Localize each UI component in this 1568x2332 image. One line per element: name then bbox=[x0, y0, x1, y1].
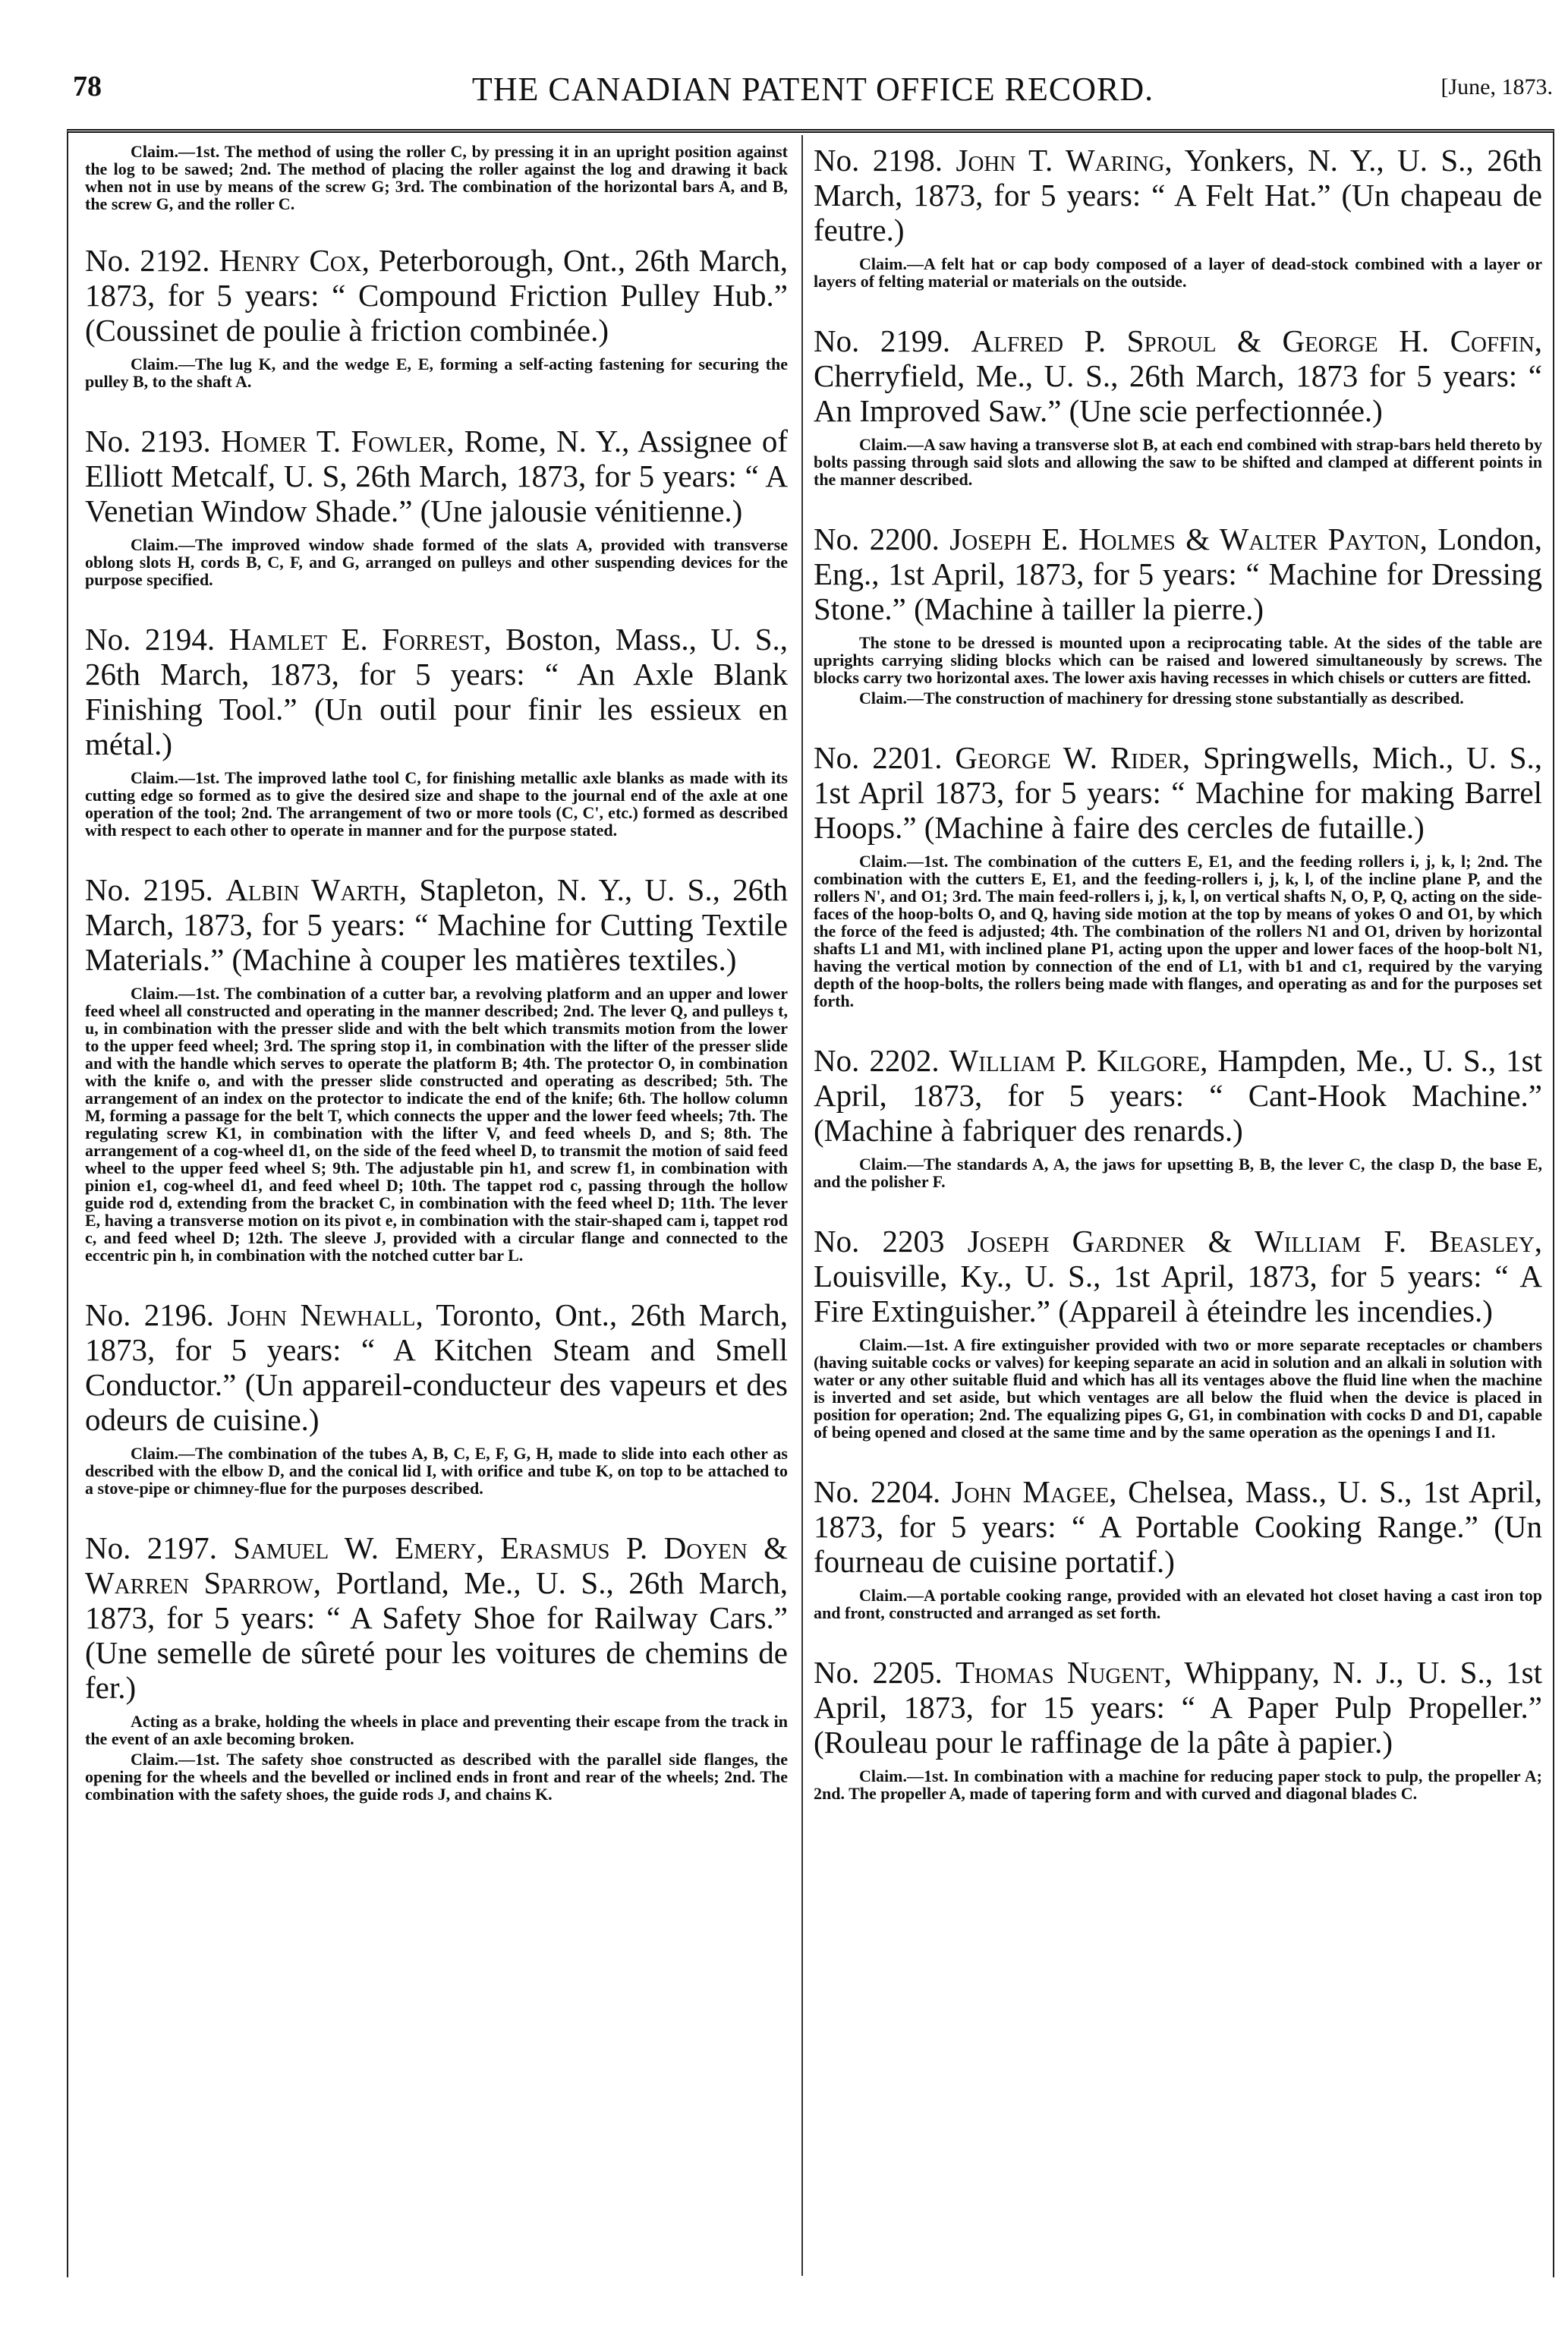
patent-heading bbox=[814, 740, 1542, 845]
inventor-name: Samuel W. Emery, Erasmus P. Doyen & Warren Sparrow bbox=[85, 1530, 788, 1600]
patent-heading bbox=[814, 1224, 1542, 1328]
patent-heading bbox=[814, 1655, 1542, 1760]
patent-heading bbox=[814, 1043, 1542, 1148]
patent-details: , Peterborough, Ont., 26th March, 1873, for 5 years: “ Compound Friction Pulley Hub.” (Coussinet de poulie à friction combinée.) bbox=[85, 243, 788, 348]
patent-heading bbox=[85, 1530, 788, 1705]
patent-entry bbox=[814, 1043, 1542, 1190]
patent-number: No. 2196. bbox=[85, 1297, 214, 1332]
inventor-name: George W. Rider bbox=[955, 740, 1182, 775]
patent-entry bbox=[814, 1224, 1542, 1441]
inventor-name: Henry Cox bbox=[219, 243, 362, 278]
patent-number: No. 2192. bbox=[85, 243, 210, 278]
inventor-name: Albin Warth bbox=[225, 872, 399, 907]
inventor-name: Alfred P. Sproul & George H. Coffin bbox=[971, 323, 1535, 358]
patent-number: No. 2198. bbox=[814, 143, 943, 178]
inventor-name: John Newhall bbox=[227, 1297, 416, 1332]
patent-entry bbox=[85, 622, 788, 839]
patent-details: , Cherryfield, Me., U. S., 26th March, 1873 for 5 years: “ An Improved Saw.” (Une scie perfectionnée.) bbox=[814, 323, 1542, 428]
patent-details: , Whippany, N. J., U. S., 1st April, 1873, for 15 years: “ A Paper Pulp Propeller.” (Rouleau pour le raffinage de la pâte à papier.) bbox=[814, 1655, 1542, 1760]
patent-details: , Hampden, Me., U. S., 1st April, 1873, for 5 years: “ Cant-Hook Machine.” (Machine à fabriquer des renards.) bbox=[814, 1043, 1542, 1148]
patent-details: , Stapleton, N. Y., U. S., 26th March, 1873, for 5 years: “ Machine for Cutting Textile Materials.” (Machine à couper les matières textiles.) bbox=[85, 872, 788, 977]
patent-number: No. 2195. bbox=[85, 872, 213, 907]
inventor-name: Homer T. Fowler bbox=[221, 424, 447, 459]
patent-heading bbox=[814, 143, 1542, 247]
continued-claim-text: Claim.—1st. The method of using the roller C, by pressing it in an upright position against the log to be sawed; 2nd. The method of placing the roller against the log and drawing it back when not in use by means of the screw G; 3rd. The combination of the horizontal bars A, and B, the screw G, and the roller C. bbox=[85, 143, 788, 213]
patent-entry bbox=[814, 1474, 1542, 1621]
patent-details: , Portland, Me., U. S., 26th March, 1873, for 5 years: “ A Safety Shoe for Railway Cars.” (Une semelle de sûreté pour les voitures de chemins de fer.) bbox=[85, 1565, 788, 1705]
left-column bbox=[85, 143, 788, 2268]
patent-number: No. 2194. bbox=[85, 622, 216, 657]
patent-details: , Rome, N. Y., Assignee of Elliott Metcalf, U. S, 26th March, 1873, for 5 years: “ A Venetian Window Shade.” (Une jalousie vénitienne.) bbox=[85, 424, 788, 528]
patent-details: , Louisville, Ky., U. S., 1st April, 1873, for 5 years: “ A Fire Extinguisher.” (Appareil à éteindre les incendies.) bbox=[814, 1224, 1542, 1328]
page-header bbox=[73, 70, 1553, 115]
inventor-name: John Magee bbox=[951, 1474, 1110, 1509]
patent-claim: Claim.—A saw having a transverse slot B, at each end combined with strap-bars held thereto by bolts passing through said slots and allowing the saw to be shifted and clamped at different points in the manner described. bbox=[814, 435, 1542, 489]
patent-heading bbox=[814, 1474, 1542, 1579]
patent-entry bbox=[814, 1655, 1542, 1802]
patent-number: No. 2193. bbox=[85, 424, 211, 459]
inventor-name: William P. Kilgore bbox=[949, 1043, 1201, 1078]
patent-entry bbox=[814, 323, 1542, 488]
patent-number: No. 2204. bbox=[814, 1474, 941, 1509]
patent-entry bbox=[814, 740, 1542, 1010]
inventor-name: John T. Waring bbox=[956, 143, 1165, 178]
page-number: 78 bbox=[73, 71, 102, 102]
patent-heading bbox=[814, 522, 1542, 626]
inventor-name: Joseph E. Holmes & Walter Payton bbox=[949, 522, 1420, 556]
patent-number: No. 2203 bbox=[814, 1224, 945, 1259]
continued-claim bbox=[85, 143, 788, 213]
patent-entry bbox=[85, 1530, 788, 1803]
column-divider bbox=[801, 135, 803, 2276]
patent-description: Acting as a brake, holding the wheels in place and preventing their escape from the track in the event of an axle becoming broken. bbox=[85, 1712, 788, 1748]
patent-claim: Claim.—The standards A, A, the jaws for upsetting B, B, the lever C, the clasp D, the base E, and the polisher F. bbox=[814, 1155, 1542, 1191]
page-title: THE CANADIAN PATENT OFFICE RECORD. bbox=[471, 71, 1154, 108]
patent-claim: Claim.—1st. A fire extinguisher provided with two or more separate receptacles or chambers (having suitable cocks or valves) for keeping separate an acid in solution and an alkali in solution with water or any other suitable fluid and which has all its ventages above the fluid line when the machine is inverted and set aside, but which ventages are all below the fluid when the device is placed in position for operation; 2nd. The equalizing pipes G, G1, in combination with cocks D and D1, capable of being opened and closed at the same time and by the same operation as the openings I and I1. bbox=[814, 1335, 1542, 1442]
patent-entry bbox=[814, 522, 1542, 707]
patent-entry bbox=[85, 872, 788, 1264]
patent-entry bbox=[814, 143, 1542, 290]
patent-number: No. 2202. bbox=[814, 1043, 940, 1078]
patent-claim: Claim.—1st. The safety shoe constructed as described with the parallel side flanges, the opening for the wheels and the bevelled or inclined ends in front and rear of the wheels; 2nd. The combination with the safety shoes, the guide rods J, and chains K. bbox=[85, 1750, 788, 1804]
patent-claim: Claim.—The construction of machinery for dressing stone substantially as described. bbox=[859, 689, 1464, 707]
patent-claim: Claim.—1st. In combination with a machine for reducing paper stock to pulp, the propeller A; 2nd. The propeller A, made of tapering form and with curved and diagonal blades C. bbox=[814, 1766, 1542, 1803]
patent-details: , London, Eng., 1st April, 1873, for 5 years: “ Machine for Dressing Stone.” (Machine à tailler la pierre.) bbox=[814, 522, 1542, 626]
patent-entry bbox=[85, 243, 788, 390]
patent-heading bbox=[85, 424, 788, 528]
patent-details: , Boston, Mass., U. S., 26th March, 1873, for 5 years: “ An Axle Blank Finishing Tool.” (Un outil pour finir les essieux en métal.) bbox=[85, 622, 788, 761]
patent-heading bbox=[85, 243, 788, 348]
patent-description: The stone to be dressed is mounted upon a reciprocating table. At the sides of the table are uprights carrying sliding blocks which can be raised and lowered simultaneously by screws. The blocks carry two horizontal axes. The lower axis having recesses in which chisels or cutters are fitted. bbox=[814, 633, 1542, 687]
patent-number: No. 2197. bbox=[85, 1530, 217, 1565]
patent-number: No. 2199. bbox=[814, 323, 951, 358]
patent-heading bbox=[85, 622, 788, 761]
patent-claim: Claim.—A portable cooking range, provided with an elevated hot closet having a cast iron top and front, constructed and arranged as set forth. bbox=[814, 1586, 1542, 1622]
patent-claim: Claim.—1st. The improved lathe tool C, for finishing metallic axle blanks as made with its cutting edge so formed as to give the desired size and shape to the journal end of the axle at one operation of the tool; 2nd. The arrangement of two or more tools (C, C', etc.) formed as described with respect to each other to operate in manner and for the purpose stated. bbox=[85, 768, 788, 840]
patent-number: No. 2200. bbox=[814, 522, 940, 556]
issue-date: [June, 1873. bbox=[1440, 74, 1553, 99]
patent-details: , Springwells, Mich., U. S., 1st April 1873, for 5 years: “ Machine for making Barrel Hoops.” (Machine à faire des cercles de futaille.) bbox=[814, 740, 1542, 845]
patent-claim: Claim.—A felt hat or cap body composed of a layer of dead-stock combined with a layer or layers of felting material or materials on the outside. bbox=[814, 254, 1542, 291]
patent-number: No. 2201. bbox=[814, 740, 943, 775]
inventor-name: Joseph Gardner & William F. Beasley bbox=[967, 1224, 1535, 1259]
patent-details: , Chelsea, Mass., U. S., 1st April, 1873, for 5 years: “ A Portable Cooking Range.” (Un fourneau de cuisine portatif.) bbox=[814, 1474, 1542, 1579]
patent-claim: Claim.—1st. The combination of a cutter bar, a revolving platform and an upper and lower feed wheel all constructed and operating in the manner described; 2nd. The lever Q, and pulleys t, u, in combination with the presser slide and with the belt which transmits motion from the lower to the upper feed wheel; 3rd. The spring stop i1, in combination with the lifter of the presser slide and with the handle which serves to operate the platform B; 4th. The protector O, in combination with the knife o, and with the presser slide constructed and operating as described; 5th. The arrangement of an index on the protector to indicate the end of the knife; 6th. The hollow column M, forming a passage for the belt T, which connects the upper and the lower feed wheels; 7th. The regulating screw K1, in combination with the lifter V, and feed wheels D, and S; 8th. The arrangement of a cog-wheel d1, on the side of the feed wheel D, to transmit the motion of said feed wheel to the upper feed wheel S; 9th. The adjustable pin h1, and screw f1, in combination with pinion e1, cog-wheel d1, and feed wheel D; 10th. The tappet rod c, passing through the hollow guide rod d, extending from the bracket C, in combination with the feed wheel D; 11th. The lever E, having a transverse motion on its pivot e, in combination with the stair-shaped cam i, tappet rod c, and feed wheel D; 12th. The sleeve J, provided with a circular flange and connected to the eccentric pin h, in combination with the notched cutter bar L. bbox=[85, 984, 788, 1265]
right-column bbox=[814, 143, 1542, 2268]
inventor-name: Thomas Nugent bbox=[955, 1655, 1164, 1690]
patent-entry bbox=[85, 424, 788, 588]
patent-details: , Toronto, Ont., 26th March, 1873, for 5 years: “ A Kitchen Steam and Smell Conductor.” (Un appareil-conducteur des vapeurs et des odeurs de cuisine.) bbox=[85, 1297, 788, 1437]
patent-claim: Claim.—The lug K, and the wedge E, E, forming a self-acting fastening for securing the pulley B, to the shaft A. bbox=[85, 355, 788, 391]
inventor-name: Hamlet E. Forrest bbox=[228, 622, 484, 657]
patent-heading bbox=[85, 1297, 788, 1437]
patent-heading bbox=[814, 323, 1542, 428]
patent-number: No. 2205. bbox=[814, 1655, 943, 1690]
patent-claim: Claim.—The improved window shade formed of the slats A, provided with transverse oblong slots H, cords B, C, F, and G, arranged on pulleys and other suspending devices for the purpose specified. bbox=[85, 535, 788, 589]
patent-claim: Claim.—The combination of the tubes A, B, C, E, F, G, H, made to slide into each other as described with the elbow D, and the conical lid I, with orifice and tube K, on top to be attached to a stove-pipe or chimney-flue for the purposes described. bbox=[85, 1444, 788, 1498]
patent-entry bbox=[85, 1297, 788, 1497]
patent-details: , Yonkers, N. Y., U. S., 26th March, 1873, for 5 years: “ A Felt Hat.” (Un chapeau de feutre.) bbox=[814, 143, 1542, 247]
patent-heading bbox=[85, 872, 788, 977]
patent-claim: Claim.—1st. The combination of the cutters E, E1, and the feeding rollers i, j, k, l; 2nd. The combination with the cutters E, E1, and the feeding-rollers i, j, k, l, of the incline plane P, and the rollers N', and O1; 3rd. The main feed-rollers i, j, k, l, on vertical shafts N, O, P, Q, acting on the side-faces of the hoop-bolts O, and Q, having side motion at the top by means of yokes O and O1, by which the force of the feed is adjusted; 4th. The combination of the rollers N1 and O1, driven by horizontal shafts L1 and M1, with inclined plane P1, acting upon the upper and lower faces of the hoop-bolt N1, having the vertical motion by connection of the end of L1, with b1 and c1, required by the varying depth of the hoop-bolts, the rollers being made with flanges, and operating as and for the purposes set forth. bbox=[814, 852, 1542, 1010]
